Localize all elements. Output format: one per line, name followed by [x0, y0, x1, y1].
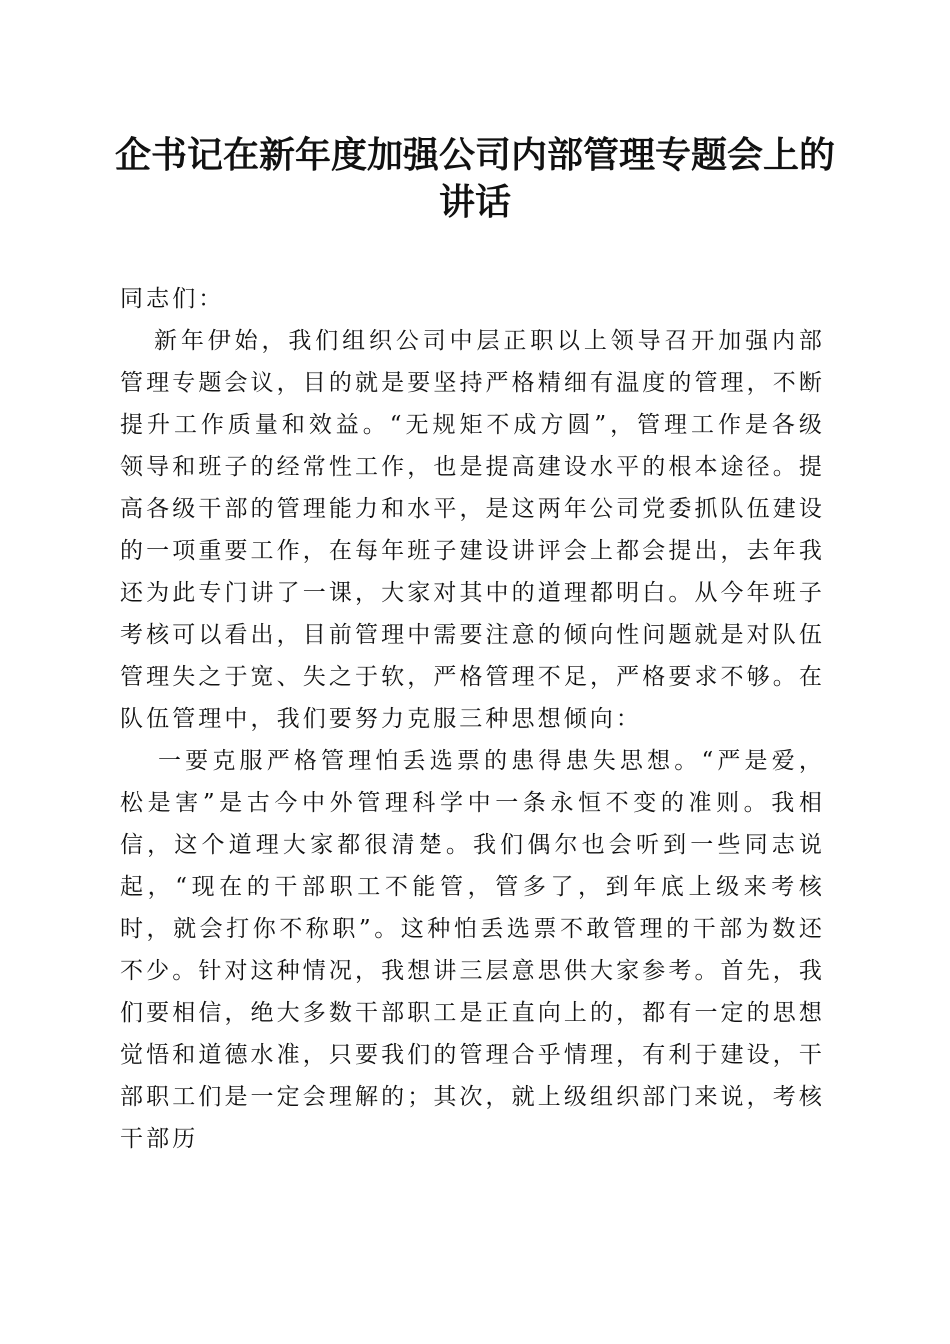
- document-title: 企书记在新年度加强公司内部管理专题会上的讲话: [114, 134, 835, 223]
- body-paragraph: 新年伊始，我们组织公司中层正职以上领导召开加强内部管理专题会议，目的就是要坚持严格精细有温度的管理，不断提升工作质量和效益。“无规矩不成方圆”，管理工作是各级领导和班子的经常性工作，也是提高建设水平的根本途径。提高各级干部的管理能力和水平，是这两年公司党委抓队伍建设的一项重要工作，在每年班子建设讲评会上都会提出，去年我还为此专门讲了一课，大家对其中的道理都明白。从今年班子考核可以看出，目前管理中需要注意的倾向性问题就是对队伍管理失之于宽、失之于软，严格管理不足，严格要求不够。在队伍管理中，我们要努力克服三种思想倾向：: [120, 328, 825, 732]
- body-paragraph: 一要克服严格管理怕丢选票的患得患失思想。“严是爱，松是害”是古今中外管理科学中一条永恒不变的准则。我相信，这个道理大家都很清楚。我们偶尔也会听到一些同志说起，“现在的干部职工不能管，管多了，到年底上级来考核时，就会打你不称职”。这种怕丢选票不敢管理的干部为数还不少。针对这种情况，我想讲三层意思供大家参考。首先，我们要相信，绝大多数干部职工是正直向上的，都有一定的思想觉悟和道德水准，只要我们的管理合乎情理，有利于建设，干部职工们是一定会理解的；其次，就上级组织部门来说，考核干部历: [120, 748, 825, 1152]
- document-body: [120, 278, 825, 1160]
- salutation: 同志们：: [120, 286, 225, 312]
